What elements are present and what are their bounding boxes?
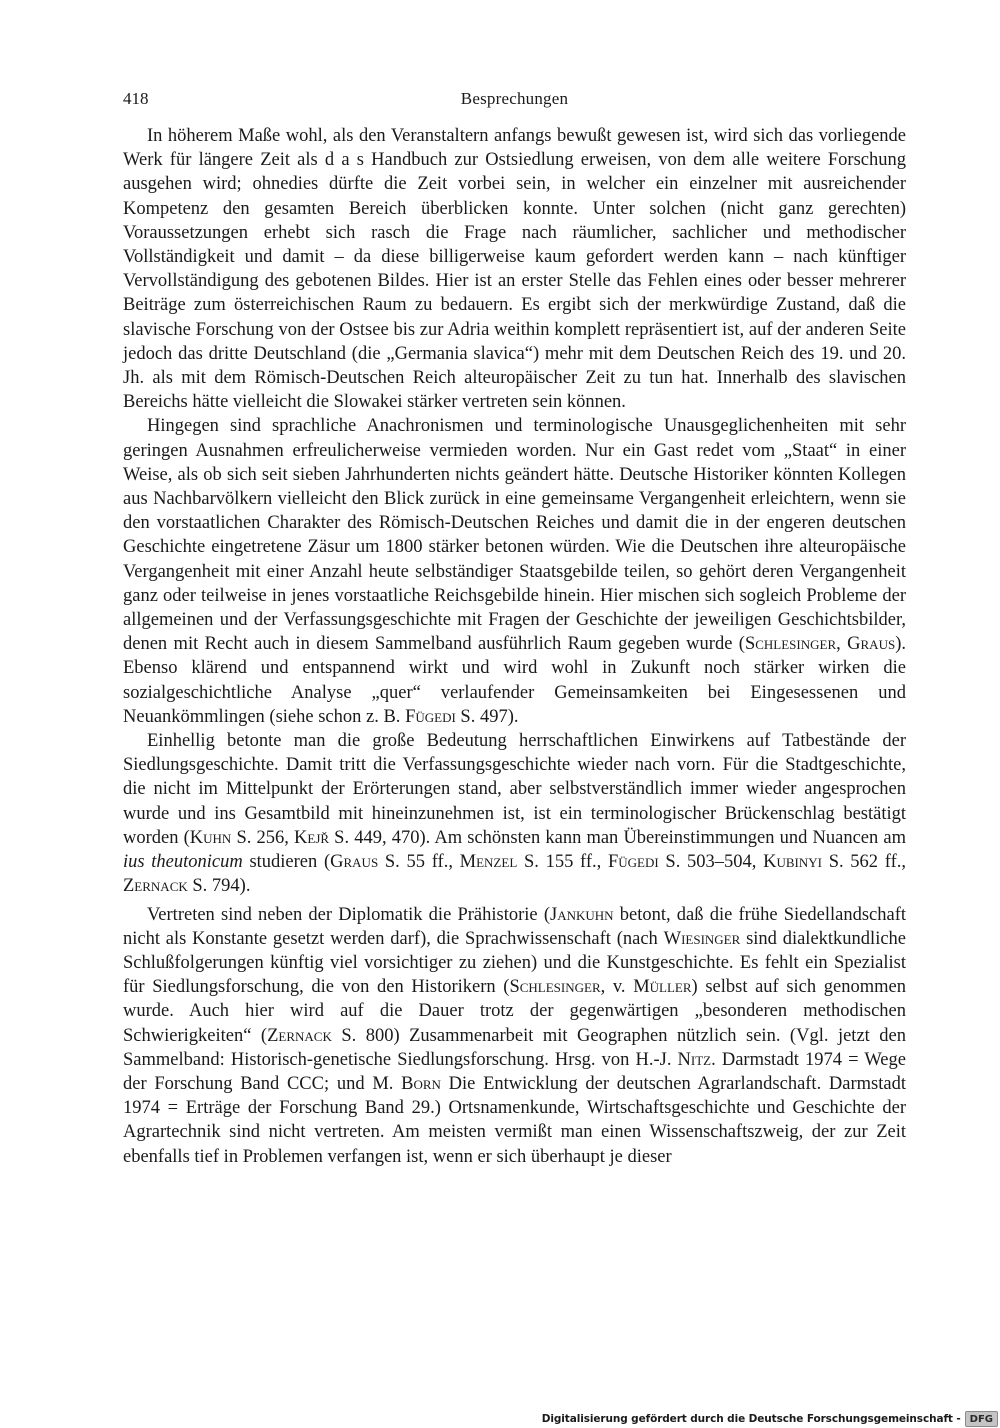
p4-text: betont, daß die frühe Siedellandschaft nicht als Konstante gesetzt werden darf), die Sprachwissenschaft (nach xyxy=(123,904,906,949)
p3-text: S. 256, xyxy=(231,827,295,848)
p4-text: ) selbst auf sich genommen wurde. Auch hier wird auf die Dauer trotz der gegenwärtigen „besonderen methodischen Schwierigkeiten“ ( xyxy=(123,977,906,1046)
p2-text: S. 497). xyxy=(455,706,519,727)
author-name: Schlesinger xyxy=(509,977,601,998)
page-header xyxy=(123,88,906,112)
p4-text: S. 800) Zusammenarbeit mit Geographen nützlich sein. (Vgl. jetzt den Sammelband: Historisch-genetische Siedlungsforschung. Hrsg. von H.-J. xyxy=(123,1025,906,1070)
p3-text: S. 55 ff., xyxy=(378,852,460,873)
author-name: Graus xyxy=(330,852,379,873)
p3-text: S. 562 ff., xyxy=(821,852,906,873)
paragraph-1: In höherem Maße wohl, als den Veranstaltern anfangs bewußt gewesen ist, wird sich das vorliegende Werk für längere Zeit als d a s Handbuch zur Ostsiedlung erweisen, von dem alle weitere Forschung ausgehen wird; ohnedies dürfte die Zeit vorbei sein, in welcher ein einzelner mit ausreichender Kompetenz den gesamten Bereich überblicken konnte. Unter solchen (nicht ganz gerechten) Voraussetzungen erhebt sich rasch die Frage nach räumlicher, sachlicher und methodischer Vollständigkeit und damit – da diese billigerweise kaum gefordert werden kann – nach künftiger Vervollständigung des gebotenen Bildes. Hier ist an erster Stelle das Fehlen eines oder besser mehrerer Beiträge zum österreichischen Raum zu bedauern. Es ergibt sich der merkwürdige Zustand, daß die slavische Forschung von der Ostsee bis zur Adria weithin komplett repräsentiert ist, auf der anderen Seite jedoch das dritte Deutschland (die „Germania slavica“) mehr mit dem Deutschen Reich des 19. und 20. Jh. als mit dem Römisch-Deutschen Reich alteuropäischer Zeit zu tun hat. Innerhalb des slavischen Bereichs hätte vielleicht die Slowakei stärker vertreten sein können. xyxy=(123,126,906,413)
p4-text: Vertreten sind neben der Diplomatik die Prähistorie ( xyxy=(147,904,550,925)
author-name: Nitz xyxy=(677,1049,712,1070)
author-name: Jankuhn xyxy=(550,904,614,925)
dfg-logo-icon: DFG xyxy=(965,1411,998,1427)
p3-text: studieren ( xyxy=(242,852,331,873)
author-name: Müller xyxy=(633,977,692,998)
p3-text: Einhellig betonte man die große Bedeutung herrschaftlichen Einwirkens auf Tatbestände der Siedlungsgeschichte. Damit tritt die Verfassungsgeschichte wieder nach vorn. Für die Stadtgeschichte, die nicht im Mittelpunkt der Erörterungen stand, aber selbstverständlich immer wieder angesprochen wurde und ins Gesamtbild mit hineinzunehmen ist, ist ein terminologischer Brückenschlag bestätigt worden ( xyxy=(123,731,906,848)
paragraph-3 xyxy=(123,729,906,898)
p4-text: . Darmstadt 1974 = Wege der Forschung Band CCC; und M. xyxy=(123,1049,906,1094)
author-name: Zernack xyxy=(267,1025,332,1046)
p3-text: S. 155 ff., xyxy=(517,852,608,873)
p2-text: , xyxy=(836,634,848,655)
digitization-footer xyxy=(542,1410,1000,1428)
running-head: Besprechungen xyxy=(460,89,569,108)
author-name: Wiesinger xyxy=(663,928,741,949)
author-name: Zernack xyxy=(123,876,188,897)
author-name: Kejř xyxy=(294,827,330,848)
author-name: Graus xyxy=(847,634,896,655)
page-number: 418 xyxy=(123,89,149,108)
p4-text: Die Entwicklung der deutschen Agrarlandschaft. Darmstadt 1974 = Erträge der Forschung Band 29.) Ortsnamenkunde, Wirtschaftsgeschichte und Geschichte der Agrartechnik sind nicht vertreten. Am meisten vermißt man einen Wissenschaftszweig, der zur Zeit ebenfalls tief in Problemen verfangen ist, wenn er sich überhaupt je dieser xyxy=(123,1073,906,1167)
author-name: Schlesinger xyxy=(744,634,837,655)
p3-text: S. 503–504, xyxy=(658,852,764,873)
author-name: Kuhn xyxy=(189,827,232,848)
funding-notice: Digitalisierung gefördert durch die Deutsche Forschungsgemeinschaft - xyxy=(541,1413,961,1425)
p3-text: S. 794). xyxy=(187,876,251,897)
paragraph-4 xyxy=(123,903,906,1169)
p2-text: ). Ebenso klärend und entspannend wirkt und wird wohl in Zukunft noch stärker wirken die sozialgeschichtliche Analyse „quer“ verlaufender Gemeinsamkeiten bei Eingesessenen und Neuankömmlingen (siehe schon z. B. xyxy=(123,634,906,727)
p4-text: sind dialektkundliche Schlußfolgerungen künftig viel vorsichtiger zu ziehen) und die Kunstgeschichte. Es fehlt ein Spezialist für Siedlungsforschung, die von den Historikern ( xyxy=(123,928,907,998)
p2-text: Hingegen sind sprachliche Anachronismen und terminologische Unausgeglichenheiten mit sehr geringen Ausnahmen erfreulicherweise vermieden worden. Nur ein Gast redet vom „Staat“ in einer Weise, als ob sich seit sieben Jahrhunderten nichts geändert hätte. Deutsche Historiker könnten Kollegen aus Nachbarvölkern vielleicht den Blick zurück in eine gemeinsame Vergangenheit erleichtern, wenn sie den vorstaatlichen Charakter des Römisch-Deutschen Reiches und damit die in der engeren deutschen Geschichte eingetretene Zäsur um 1800 stärker betonen würden. Wie die Deutschen ihre alteuropäische Vergangenheit mit einer Anzahl heute selbständiger Staatsgebilde teilen, so gehört deren Vergangenheit ganz oder teilweise in jenes vorstaatliche Reichsgebilde hinein. Hier mischen sich sogleich Probleme der allgemeinen und der Verfassungsgeschichte mit Fragen der Geschichte der jeweiligen Geschichtsbilder, denen mit Recht auch in diesem Sammelband ausführlich Raum gegeben wurde ( xyxy=(123,416,906,655)
author-name: Born xyxy=(401,1073,441,1094)
paragraph-2 xyxy=(123,414,906,729)
author-name: Fügedi xyxy=(405,706,456,727)
latin-term: ius theutonicum xyxy=(123,852,243,873)
author-name: Kubinyi xyxy=(763,852,822,873)
author-name: Menzel xyxy=(459,852,518,873)
author-name: Fügedi xyxy=(607,852,659,873)
p3-text: S. 449, 470). Am schönsten kann man Übereinstimmungen und Nuancen am xyxy=(329,827,906,848)
p4-text: , v. xyxy=(600,977,634,998)
body-text xyxy=(123,124,906,1169)
